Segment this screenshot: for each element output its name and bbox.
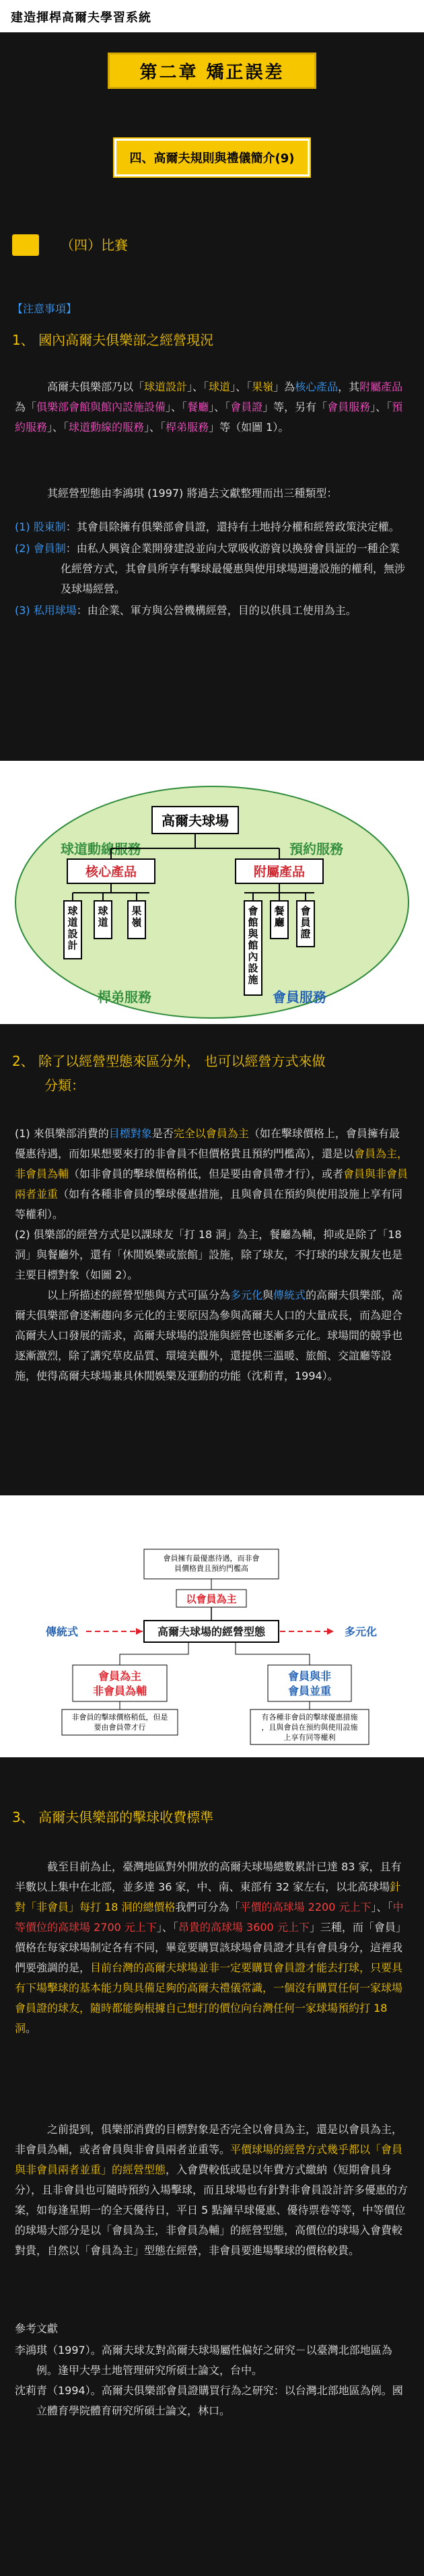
diagram-left-box: 會員為主非會員為輔 <box>92 1670 147 1697</box>
p1-segment: 俱樂部會館與館內設施設備 <box>36 401 166 413</box>
p1-segment: 」等（如圖 1）。 <box>209 421 289 434</box>
diagram-right-note: 有各種非會員的擊球優惠措施，且與會員在預約與使用設施上享有同等權利 <box>261 1713 358 1742</box>
p3-segment: 是否 <box>151 1127 174 1140</box>
diagram-bottom-left: 桿弟服務 <box>98 989 151 1005</box>
p6-segment: 。 <box>26 2022 37 2035</box>
ownership-type-list <box>15 517 409 622</box>
heading-3: 3、 高爾夫俱樂部的擊球收費標準 <box>12 1809 214 1825</box>
p6-segment: 」、「 <box>371 1901 393 1913</box>
diagram-item-char: 設 <box>67 928 78 940</box>
p5-segment: 以上所描述的經營型態與方式可區分為 <box>47 1289 231 1301</box>
content-block-1 <box>0 32 424 761</box>
p3-segment: (1) 來俱樂部消費的 <box>15 1127 109 1140</box>
reference-title: 參考文獻 <box>15 2322 59 2335</box>
content-block-2 <box>0 1024 424 1495</box>
paragraph-operation <box>15 1225 409 1285</box>
diagram-item-char: 球 <box>67 905 78 917</box>
diagram-diverse: 多元化 <box>344 1625 378 1638</box>
diagram-item-char: 廳 <box>274 916 285 928</box>
heading-1: 1、 國內高爾夫俱樂部之經營現況 <box>12 332 214 348</box>
p1-segment: 果嶺 <box>252 380 274 393</box>
p5-segment: 傳統式 <box>273 1289 306 1301</box>
p1-segment: 」、「 <box>230 380 252 393</box>
chapter-title: 第二章 矯正誤差 <box>108 53 316 89</box>
diagram-left-note: 非會員的擊球價格稍低，但是要由會員帶才行 <box>71 1713 168 1732</box>
ownership-type-label: (1) 股東制 <box>15 520 66 533</box>
diagram-item-char: 施 <box>248 974 258 986</box>
bullet-square-icon <box>12 234 39 256</box>
diagram-item-char: 道 <box>98 916 108 928</box>
p6-segment: 目前台灣的高爾夫球場並非一定要購買會員證才能去打球，只要具有下場擊球的基本能力與具備足夠的高爾夫禮儀常識，一個沒有購買任何一家球場會員證的球友，隨時都能夠根據自己想打的價位向台灣任何一家球場預約打 18 洞 <box>15 1961 403 2035</box>
p6-segment: 我們可分為「 <box>175 1901 240 1913</box>
p1-segment: 桿弟服務 <box>166 421 209 434</box>
diagram-bottom-right: 會員服務 <box>273 989 326 1005</box>
p3-segment: 目標對象 <box>108 1127 152 1140</box>
p6-segment: 昂貴的高球場 3600 元上下 <box>178 1921 310 1934</box>
paragraph-products <box>15 377 409 438</box>
p5-segment: 多元化 <box>230 1289 263 1301</box>
diagram-item-char: 員 <box>300 916 311 928</box>
paragraph-diversify <box>15 1285 409 1386</box>
figure-1 <box>0 761 424 1024</box>
operation-type-diagram <box>0 1495 424 1757</box>
ownership-type-item <box>15 539 409 599</box>
reference-item: 沈莉青（1994）。高爾夫俱樂部會員證購買行為之研究：以台灣北部地區為例。國立體育學院體育研究所碩士論文，林口。 <box>15 2384 403 2417</box>
diagram-member-main: 以會員為主 <box>186 1593 237 1605</box>
diagram-attached-product: 附屬產品 <box>253 865 306 879</box>
p3-segment: 會員為主，非會員為輔 <box>15 1147 409 1180</box>
diagram-item-char: 球 <box>98 905 108 917</box>
p1-segment: 為「 <box>15 401 37 413</box>
paragraph-membership <box>15 2120 409 2261</box>
diagram-center: 高爾夫球場的經營型態 <box>157 1625 266 1638</box>
p7-segment: 平價球場的經營方式幾乎都以「會員與非會員兩者並重」的經營型態 <box>15 2143 403 2176</box>
ownership-type-item <box>15 517 409 537</box>
p1-segment: 」、「 <box>370 401 392 413</box>
golf-product-diagram <box>0 761 424 1024</box>
diagram-top-note: 會員擁有最優惠待遇，而非會員價格貴且預約門檻高 <box>163 1554 260 1573</box>
p7-segment: 之前提到，俱樂部消費的目標對象是否完全以會員為主，還是以會員為主，非會員為輔，或者會員與非會員兩者並重等。 <box>15 2123 403 2156</box>
note-label: 【注意事項】 <box>12 302 77 315</box>
ownership-type-label: (3) 私用球場 <box>15 604 77 617</box>
p1-segment: 預約服務 <box>15 401 403 434</box>
p3-segment: （如非會員的擊球價格稍低，但是要由會員帶才行），或者 <box>69 1167 344 1180</box>
site-header <box>0 0 424 32</box>
p1-segment: 附屬產品 <box>359 380 403 393</box>
diagram-item-char: 內 <box>248 951 258 963</box>
p4-segment: (2) 俱樂部的經營方式是以課球友「打 18 洞」為主，餐廳為輔，抑或是除了「18 洞」與餐廳外，還有「休閒娛樂或旅館」設施，除了球友，不打球的球友親友也是主要目標對象（如圖 2）。 <box>15 1228 403 1281</box>
diagram-root: 高爾夫球場 <box>162 813 229 829</box>
diagram-item-char: 計 <box>67 939 78 951</box>
ownership-type-text: ：其會員除擁有俱樂部會員證，還持有土地持分權和經營政策決定權。 <box>65 520 400 533</box>
ownership-type-item <box>15 601 409 621</box>
p1-segment: 核心產品 <box>295 380 339 393</box>
p6-segment: 平價的高球場 2200 元上下 <box>240 1901 372 1913</box>
content-block-3 <box>0 1757 424 2576</box>
reference-list <box>15 2340 409 2421</box>
diagram-item-char: 與 <box>248 928 258 940</box>
p1-segment: 球道 <box>209 380 231 393</box>
diagram-core-product: 核心產品 <box>85 865 137 879</box>
diagram-item-char: 果 <box>131 905 142 917</box>
p3-segment: （如在擊球價格上，會員擁有最優惠待遇，而如果想要來打的非會員不但價格貴且預約門檻高），還是以 <box>15 1127 400 1160</box>
p1-segment: 」為 <box>273 380 295 393</box>
p5-segment: 的高爾夫俱樂部，高爾夫俱樂部會逐漸趨向多元化的主要原因為參與高爾夫人口的大量成長，而為迎合高爾夫人口發展的需求，高爾夫球場的設施與經營也逐漸多元化。球場間的競爭也逐漸激烈，除了講究草皮品質、環境美觀外，還提供三溫暖、旅館、交誼廳等設施，使得高爾夫球場兼具休閒娛樂及運動的功能（沈莉青，1994）。 <box>15 1289 403 1382</box>
p1-segment: 」、「 <box>166 401 188 413</box>
diagram-item-char: 館 <box>248 916 258 928</box>
section-title: 四、高爾夫規則與禮儀簡介(9) <box>114 139 310 176</box>
reference-item: 李鴻琪（1997）。高爾夫球友對高爾夫球場屬性偏好之研究－以臺灣北部地區為例。逢甲大學土地管理研究所碩士論文，台中。 <box>15 2344 392 2377</box>
p6-segment: 截至目前為止，臺灣地區對外開放的高爾夫球場總數累計已達 83 家，且有半數以上集中在北部，並多達 36 家，中、南、東部有 32 家左右，以北高球場 <box>15 1860 402 1893</box>
p1-segment: 會員服務 <box>327 401 371 413</box>
paragraph-target <box>15 1124 409 1225</box>
diagram-item-char: 嶺 <box>131 916 142 928</box>
p1-segment: 」、「 <box>47 421 69 434</box>
p1-segment: 」、「 <box>187 380 209 393</box>
diagram-left-group: 球道動線服務 <box>61 841 141 857</box>
diagram-item-char: 會 <box>300 905 311 917</box>
diagram-item-char: 證 <box>300 928 311 940</box>
p3-segment: （如有各種非會員的擊球優惠措施，且與會員在預約與使用設施上享有同等權利）。 <box>15 1188 403 1221</box>
diagram-item-char: 會 <box>248 905 258 917</box>
site-title: 建造揮桿高爾夫學習系統 <box>11 11 151 25</box>
p1-segment: ，其 <box>338 380 360 393</box>
diagram-item-char: 餐 <box>274 905 285 917</box>
p1-segment: 」、「 <box>209 401 231 413</box>
p7-segment: ，入會費較低或是以年費方式繳納（短期會員身分），且非會員也可隨時預約入場擊球，而且球場也有針對非會員設計許多優惠的方案，如每逢星期一的全天優待日，平日 5 點鐘早球優惠、優待票卷等等，中等價位的球場大部分是以「會員為主，非會員為輔」的經營型態，高價位的球場入會費較對貴，自然以「會員為主」型態在經營，非會員要進場擊球的價格較貴。 <box>15 2163 409 2257</box>
p1-segment: 」、「 <box>144 421 166 434</box>
diagram-right-group: 預約服務 <box>289 841 343 857</box>
diagram-item-char: 館 <box>248 939 258 951</box>
ownership-type-text: ：由企業、軍方與公營機構經營，目的以供員工使用為主。 <box>76 604 357 617</box>
p6-segment: 」、「 <box>156 1921 178 1934</box>
sub-title: （四）比賽 <box>61 237 128 253</box>
heading-2-line1: 2、 除了以經營型態來區分外， 也可以經營方式來做 <box>12 1053 326 1069</box>
diagram-traditional: 傳統式 <box>45 1625 79 1638</box>
p6-segment: 中等價位的高球場 2700 元上下 <box>15 1901 404 1934</box>
p1-segment: 餐廳 <box>187 401 209 413</box>
paragraph-fee <box>15 1857 409 2039</box>
ownership-type-text: ：由私人興資企業開發建設並向大眾吸收游資以換發會員証的一種企業化經營方式，其會員所享有擊球最優惠與使用球場週邊設施的權利，無涉及球場經營。 <box>61 542 406 595</box>
heading-2-line2: 分類： <box>44 1077 85 1093</box>
p5-segment: 與 <box>262 1289 274 1301</box>
diagram-right-box: 會員與非會員並重 <box>287 1670 332 1697</box>
p1-segment: 會員證 <box>230 401 263 413</box>
p3-segment: 完全以會員為主 <box>173 1127 249 1140</box>
figure-2 <box>0 1495 424 1757</box>
diagram-item-char: 設 <box>248 962 258 974</box>
p6-segment: 針對「非會員」每打 18 洞的總價格 <box>15 1880 401 1913</box>
p1-segment: 高爾夫俱樂部乃以「 <box>47 380 145 393</box>
p1-segment: 球道設計 <box>144 380 188 393</box>
paragraph-types-intro: 其經營型態由李鴻琪 (1997) 將過去文獻整理而出三種類型： <box>47 487 338 500</box>
p1-segment: 球道動線的服務 <box>69 421 145 434</box>
p6-segment: 」三種，而「會員」價格在每家球場制定各有不同，畢竟要購買該球場會員證才具有會員身分，這裡我們要強調的是， <box>15 1921 407 1974</box>
p3-segment: 會員與非會員兩者並重 <box>15 1167 409 1200</box>
p1-segment: 」等，另有「 <box>262 401 328 413</box>
ownership-type-label: (2) 會員制 <box>15 542 66 555</box>
diagram-item-char: 道 <box>67 916 78 928</box>
